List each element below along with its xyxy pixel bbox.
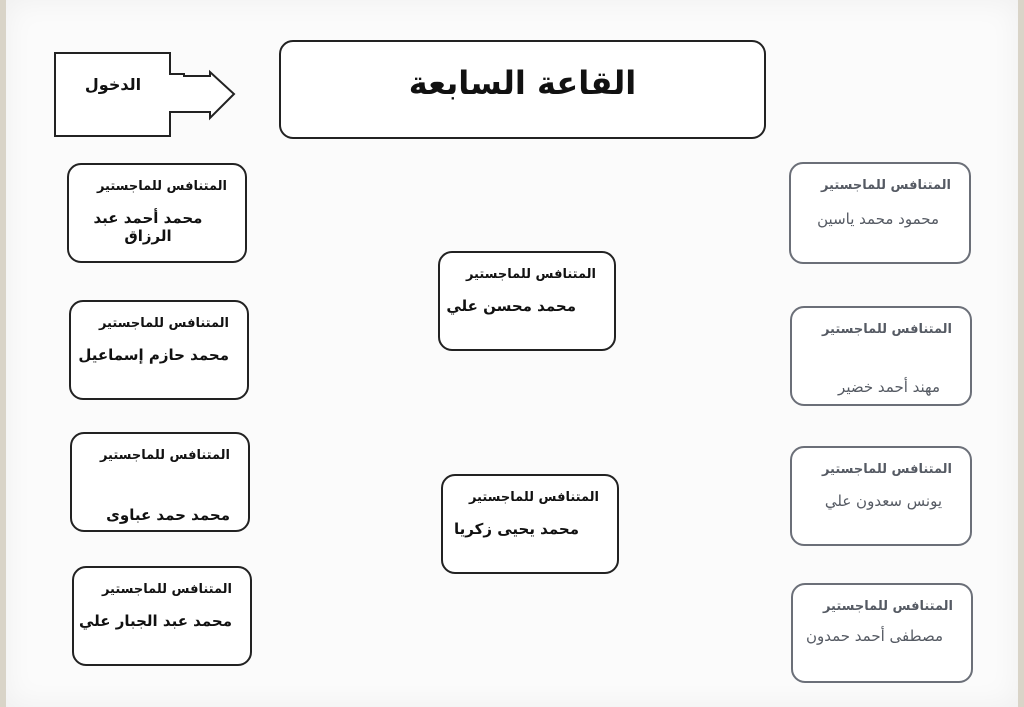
seat-card-name: يونس سعدون علي: [824, 492, 942, 510]
seat-card-name: محمد حمد عباوى: [106, 506, 230, 524]
seat-card-left-4: [72, 566, 252, 666]
seat-card-label: المتنافس للماجستير: [821, 462, 952, 477]
seat-card-name: مصطفى أحمد حمدون: [805, 627, 943, 645]
seat-card-left-3: [70, 432, 250, 532]
seat-card-label: المتنافس للماجستير: [99, 448, 230, 463]
entry-arrow-icon: [54, 52, 238, 138]
seat-card-name: محمد حازم إسماعيل: [78, 346, 229, 364]
hall-title-box: [279, 40, 766, 139]
seat-card-right-2: [790, 306, 972, 406]
seat-card-name: مهند أحمد خضير: [838, 378, 940, 396]
seat-card-label: المتنافس للماجستير: [822, 599, 953, 614]
seat-card-right-3: [790, 446, 972, 546]
seat-card-name: محمد أحمد عبد الرزاق: [93, 209, 203, 245]
seat-card-label: المتنافس للماجستير: [96, 179, 227, 194]
hall-title: القاعة السابعة: [408, 64, 637, 102]
seat-card-label: المتنافس للماجستير: [820, 178, 951, 193]
seat-card-name: محمد عبد الجبار علي: [78, 612, 232, 630]
seat-card-label: المتنافس للماجستير: [98, 316, 229, 331]
seat-card-label: المتنافس للماجستير: [468, 490, 599, 505]
seat-card-left-2: [69, 300, 249, 400]
seat-card-label: المتنافس للماجستير: [821, 322, 952, 337]
seat-card-left-1: [67, 163, 247, 263]
seat-card-label: المتنافس للماجستير: [101, 582, 232, 597]
entry-label: الدخول: [84, 75, 142, 94]
seat-card-middle-2: [441, 474, 619, 574]
seat-card-right-1: [789, 162, 971, 264]
seat-card-name: محمد يحيى زكريا: [454, 520, 579, 538]
seat-card-name: محمود محمد ياسين: [817, 210, 939, 228]
seat-card-middle-1: [438, 251, 616, 351]
seat-card-right-4: [791, 583, 973, 683]
seat-card-name: محمد محسن علي: [446, 297, 576, 315]
seat-card-label: المتنافس للماجستير: [465, 267, 596, 282]
